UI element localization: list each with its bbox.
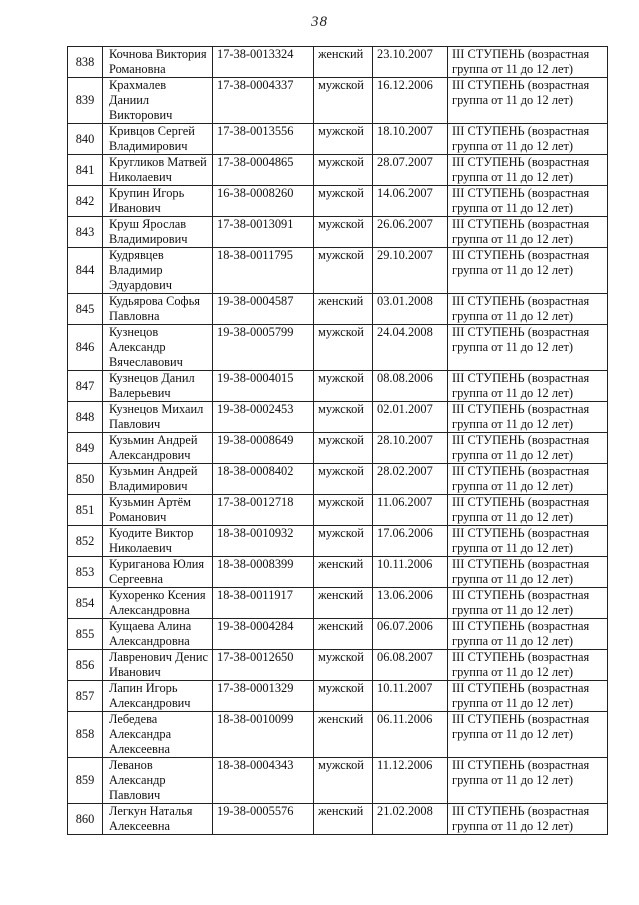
participant-name-cell: Круш Ярослав Владимирович [103,217,213,248]
uin-code-cell: 18-38-0010099 [213,712,314,758]
table-row [68,619,608,650]
gender-cell: женский [314,619,373,650]
row-number-cell: 860 [68,804,103,835]
age-group-cell: III СТУПЕНЬ (возрастная группа от 11 до 12 лет) [448,433,608,464]
row-number-cell: 851 [68,495,103,526]
table-row [68,588,608,619]
birth-date-cell: 06.11.2006 [373,712,448,758]
table-row [68,217,608,248]
uin-code-cell: 17-38-0013556 [213,124,314,155]
participant-name-cell: Легкун Наталья Алексеевна [103,804,213,835]
row-number-cell: 849 [68,433,103,464]
age-group-cell: III СТУПЕНЬ (возрастная группа от 11 до 12 лет) [448,47,608,78]
gender-cell: мужской [314,217,373,248]
row-number-cell: 847 [68,371,103,402]
age-group-cell: III СТУПЕНЬ (возрастная группа от 11 до 12 лет) [448,325,608,371]
gender-cell: мужской [314,464,373,495]
table-row [68,294,608,325]
participant-name-cell: Кудрявцев Владимир Эдуардович [103,248,213,294]
row-number-cell: 845 [68,294,103,325]
birth-date-cell: 28.10.2007 [373,433,448,464]
table-row [68,526,608,557]
age-group-cell: III СТУПЕНЬ (возрастная группа от 11 до 12 лет) [448,155,608,186]
age-group-cell: III СТУПЕНЬ (возрастная группа от 11 до 12 лет) [448,712,608,758]
age-group-cell: III СТУПЕНЬ (возрастная группа от 11 до 12 лет) [448,124,608,155]
birth-date-cell: 26.06.2007 [373,217,448,248]
table-row [68,78,608,124]
uin-code-cell: 18-38-0008399 [213,557,314,588]
participants-table [67,46,608,835]
gender-cell: мужской [314,248,373,294]
birth-date-cell: 14.06.2007 [373,186,448,217]
table-row [68,712,608,758]
gender-cell: мужской [314,155,373,186]
age-group-cell: III СТУПЕНЬ (возрастная группа от 11 до 12 лет) [448,402,608,433]
birth-date-cell: 08.08.2006 [373,371,448,402]
gender-cell: мужской [314,758,373,804]
gender-cell: мужской [314,78,373,124]
uin-code-cell: 19-38-0002453 [213,402,314,433]
gender-cell: мужской [314,325,373,371]
uin-code-cell: 17-38-0012650 [213,650,314,681]
uin-code-cell: 17-38-0001329 [213,681,314,712]
participant-name-cell: Кузьмин Андрей Владимирович [103,464,213,495]
table-row [68,325,608,371]
age-group-cell: III СТУПЕНЬ (возрастная группа от 11 до 12 лет) [448,371,608,402]
participant-name-cell: Кузнецов Данил Валерьевич [103,371,213,402]
participant-name-cell: Куриганова Юлия Сергеевна [103,557,213,588]
birth-date-cell: 11.06.2007 [373,495,448,526]
birth-date-cell: 10.11.2006 [373,557,448,588]
uin-code-cell: 18-38-0004343 [213,758,314,804]
participant-name-cell: Кузнецов Александр Вячеславович [103,325,213,371]
row-number-cell: 858 [68,712,103,758]
gender-cell: мужской [314,186,373,217]
table-row [68,124,608,155]
table-row [68,47,608,78]
birth-date-cell: 24.04.2008 [373,325,448,371]
uin-code-cell: 17-38-0013091 [213,217,314,248]
table-row [68,650,608,681]
table-row [68,433,608,464]
uin-code-cell: 19-38-0005576 [213,804,314,835]
age-group-cell: III СТУПЕНЬ (возрастная группа от 11 до 12 лет) [448,650,608,681]
gender-cell: мужской [314,495,373,526]
row-number-cell: 855 [68,619,103,650]
uin-code-cell: 19-38-0008649 [213,433,314,464]
uin-code-cell: 17-38-0004337 [213,78,314,124]
row-number-cell: 841 [68,155,103,186]
age-group-cell: III СТУПЕНЬ (возрастная группа от 11 до 12 лет) [448,294,608,325]
uin-code-cell: 19-38-0005799 [213,325,314,371]
row-number-cell: 843 [68,217,103,248]
table-row [68,804,608,835]
participant-name-cell: Леванов Александр Павлович [103,758,213,804]
uin-code-cell: 17-38-0013324 [213,47,314,78]
row-number-cell: 842 [68,186,103,217]
row-number-cell: 844 [68,248,103,294]
participant-name-cell: Куодите Виктор Николаевич [103,526,213,557]
page-number: 38 [311,14,328,30]
participant-name-cell: Кузьмин Артём Романович [103,495,213,526]
row-number-cell: 859 [68,758,103,804]
participant-name-cell: Крупин Игорь Иванович [103,186,213,217]
age-group-cell: III СТУПЕНЬ (возрастная группа от 11 до 12 лет) [448,464,608,495]
uin-code-cell: 17-38-0012718 [213,495,314,526]
row-number-cell: 839 [68,78,103,124]
row-number-cell: 852 [68,526,103,557]
table-row [68,248,608,294]
gender-cell: женский [314,47,373,78]
uin-code-cell: 18-38-0010932 [213,526,314,557]
age-group-cell: III СТУПЕНЬ (возрастная группа от 11 до 12 лет) [448,526,608,557]
birth-date-cell: 06.07.2006 [373,619,448,650]
age-group-cell: III СТУПЕНЬ (возрастная группа от 11 до 12 лет) [448,248,608,294]
row-number-cell: 856 [68,650,103,681]
table-row [68,758,608,804]
birth-date-cell: 28.07.2007 [373,155,448,186]
row-number-cell: 850 [68,464,103,495]
participant-name-cell: Кузьмин Андрей Александрович [103,433,213,464]
table-row [68,371,608,402]
row-number-cell: 840 [68,124,103,155]
age-group-cell: III СТУПЕНЬ (возрастная группа от 11 до 12 лет) [448,588,608,619]
row-number-cell: 857 [68,681,103,712]
birth-date-cell: 21.02.2008 [373,804,448,835]
gender-cell: женский [314,588,373,619]
uin-code-cell: 18-38-0011917 [213,588,314,619]
birth-date-cell: 13.06.2006 [373,588,448,619]
table-row [68,557,608,588]
participant-name-cell: Кривцов Сергей Владимирович [103,124,213,155]
table-row [68,464,608,495]
participants-table-body [68,47,608,835]
uin-code-cell: 16-38-0008260 [213,186,314,217]
birth-date-cell: 16.12.2006 [373,78,448,124]
gender-cell: мужской [314,433,373,464]
gender-cell: мужской [314,402,373,433]
birth-date-cell: 03.01.2008 [373,294,448,325]
participant-name-cell: Кухоренко Ксения Александровна [103,588,213,619]
gender-cell: мужской [314,650,373,681]
participant-name-cell: Кущаева Алина Александровна [103,619,213,650]
birth-date-cell: 18.10.2007 [373,124,448,155]
age-group-cell: III СТУПЕНЬ (возрастная группа от 11 до 12 лет) [448,78,608,124]
gender-cell: мужской [314,371,373,402]
row-number-cell: 848 [68,402,103,433]
birth-date-cell: 28.02.2007 [373,464,448,495]
row-number-cell: 854 [68,588,103,619]
gender-cell: мужской [314,526,373,557]
uin-code-cell: 17-38-0004865 [213,155,314,186]
uin-code-cell: 19-38-0004284 [213,619,314,650]
participant-name-cell: Кочнова Виктория Романовна [103,47,213,78]
age-group-cell: III СТУПЕНЬ (возрастная группа от 11 до 12 лет) [448,495,608,526]
gender-cell: женский [314,712,373,758]
age-group-cell: III СТУПЕНЬ (возрастная группа от 11 до 12 лет) [448,557,608,588]
age-group-cell: III СТУПЕНЬ (возрастная группа от 11 до 12 лет) [448,804,608,835]
birth-date-cell: 11.12.2006 [373,758,448,804]
birth-date-cell: 17.06.2006 [373,526,448,557]
table-row [68,186,608,217]
row-number-cell: 838 [68,47,103,78]
participant-name-cell: Кузнецов Михаил Павлович [103,402,213,433]
table-row [68,495,608,526]
age-group-cell: III СТУПЕНЬ (возрастная группа от 11 до 12 лет) [448,186,608,217]
uin-code-cell: 18-38-0008402 [213,464,314,495]
age-group-cell: III СТУПЕНЬ (возрастная группа от 11 до 12 лет) [448,619,608,650]
uin-code-cell: 19-38-0004587 [213,294,314,325]
uin-code-cell: 18-38-0011795 [213,248,314,294]
table-row [68,681,608,712]
row-number-cell: 846 [68,325,103,371]
age-group-cell: III СТУПЕНЬ (возрастная группа от 11 до 12 лет) [448,758,608,804]
gender-cell: женский [314,294,373,325]
birth-date-cell: 10.11.2007 [373,681,448,712]
age-group-cell: III СТУПЕНЬ (возрастная группа от 11 до 12 лет) [448,217,608,248]
participant-name-cell: Лавренович Денис Иванович [103,650,213,681]
table-row [68,402,608,433]
birth-date-cell: 29.10.2007 [373,248,448,294]
participant-name-cell: Кудьярова Софья Павловна [103,294,213,325]
row-number-cell: 853 [68,557,103,588]
uin-code-cell: 19-38-0004015 [213,371,314,402]
gender-cell: мужской [314,681,373,712]
age-group-cell: III СТУПЕНЬ (возрастная группа от 11 до 12 лет) [448,681,608,712]
birth-date-cell: 02.01.2007 [373,402,448,433]
birth-date-cell: 06.08.2007 [373,650,448,681]
participant-name-cell: Лапин Игорь Александрович [103,681,213,712]
participant-name-cell: Крахмалев Даниил Викторович [103,78,213,124]
participant-name-cell: Лебедева Александра Алексеевна [103,712,213,758]
table-row [68,155,608,186]
gender-cell: женский [314,557,373,588]
gender-cell: мужской [314,124,373,155]
participant-name-cell: Кругликов Матвей Николаевич [103,155,213,186]
gender-cell: женский [314,804,373,835]
birth-date-cell: 23.10.2007 [373,47,448,78]
